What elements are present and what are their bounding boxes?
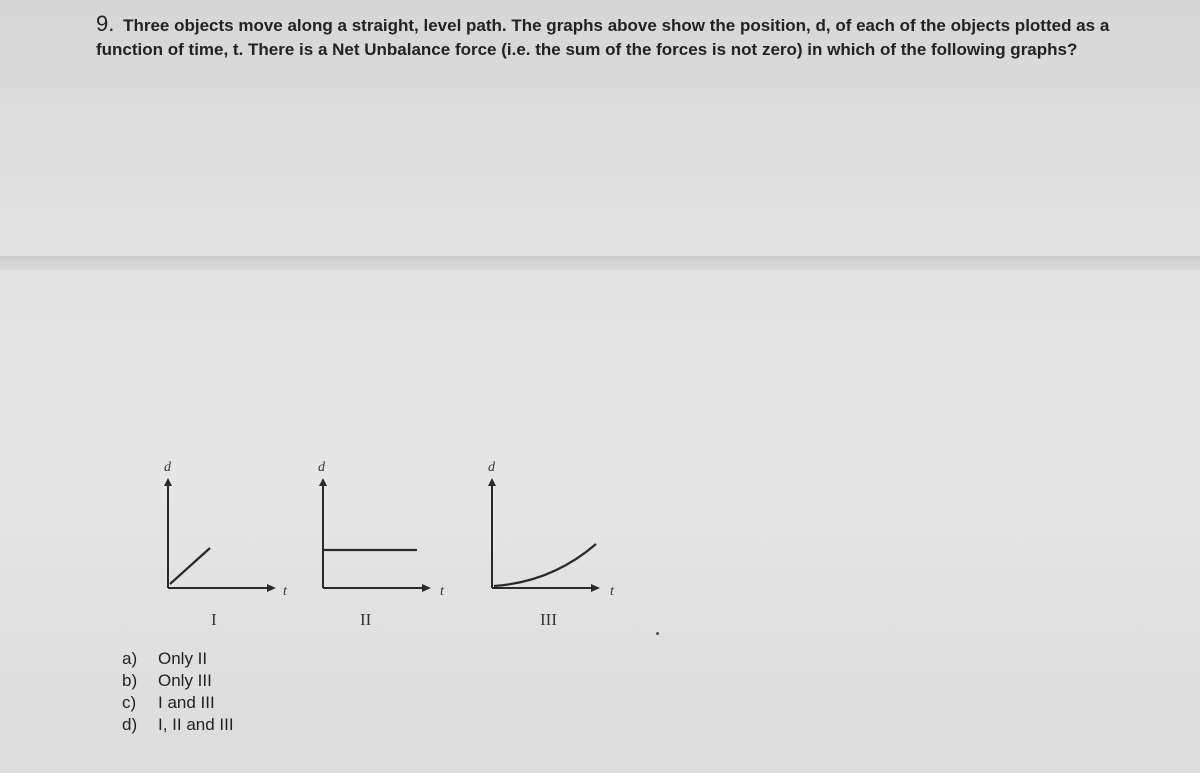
option-a[interactable] — [122, 648, 234, 670]
graph-1-y-label: d — [164, 460, 171, 475]
graph-2-x-label: t — [440, 584, 444, 599]
option-b-letter: b) — [122, 671, 138, 690]
question-block — [96, 12, 1136, 62]
graph-3 — [474, 478, 624, 598]
option-d-text: I, II and III — [158, 715, 234, 734]
option-a-letter: a) — [122, 649, 138, 668]
graph-1 — [150, 478, 300, 598]
graph-1-x-label: t — [283, 584, 287, 599]
graphs-row — [0, 440, 1200, 640]
answer-options — [122, 648, 234, 736]
graph-1-curve — [170, 548, 210, 584]
option-a-text: Only II — [158, 649, 208, 668]
graph-3-y-label: d — [488, 460, 495, 475]
graph-2 — [305, 478, 455, 598]
option-b[interactable] — [122, 670, 234, 692]
stray-mark — [656, 632, 659, 635]
graph-3-x-label: t — [610, 584, 614, 599]
graph-2-y-label: d — [318, 460, 325, 475]
question-number: 9. — [96, 11, 115, 36]
option-c[interactable] — [122, 692, 234, 714]
graph-1-label: I — [211, 610, 217, 629]
graph-3-curve — [494, 544, 596, 586]
option-c-letter: c) — [122, 693, 137, 712]
option-d-letter: d) — [122, 715, 138, 734]
option-d[interactable] — [122, 714, 234, 736]
page-divider — [0, 256, 1200, 270]
graph-3-label: III — [540, 610, 557, 629]
option-b-text: Only III — [158, 671, 212, 690]
option-c-text: I and III — [158, 693, 215, 712]
graph-2-label: II — [360, 610, 372, 629]
question-text: Three objects move along a straight, level path. The graphs above show the position, d, of each of the objects plotted as a function of time, t. There is a Net Unbalance force (i.e. the sum of the forces is not zero) in which of the following graphs? — [96, 16, 1110, 59]
